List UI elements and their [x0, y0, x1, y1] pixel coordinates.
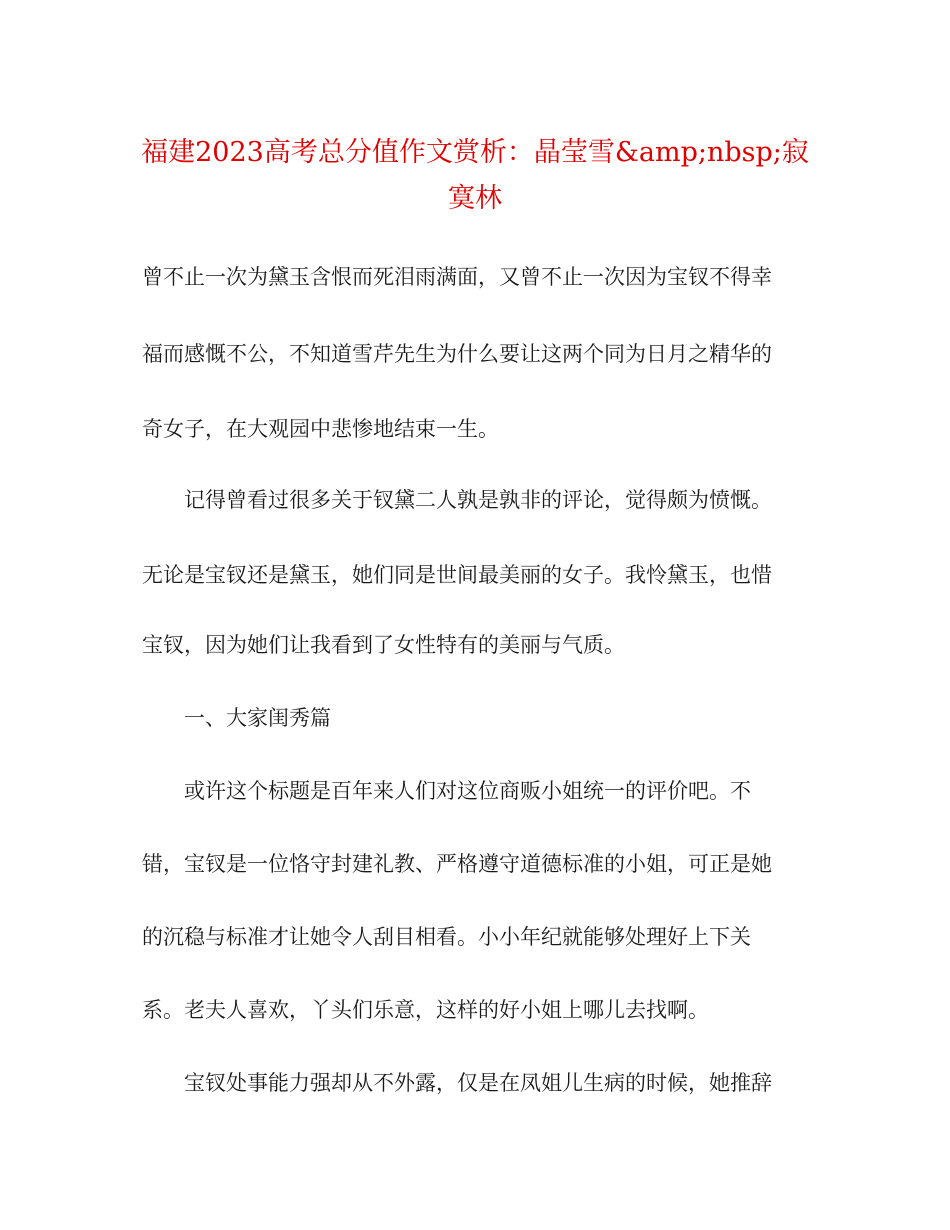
body-line-3: 奇女子，在大观园中悲惨地结束一生。	[142, 417, 499, 441]
body-line-12: 宝钗处事能力强却从不外露，仅是在凤姐儿生病的时候，她推辞	[142, 1071, 772, 1095]
body-line-4: 记得曾看过很多关于钗黛二人孰是孰非的评论，觉得颇为愤慨。	[142, 488, 772, 512]
body-line-10: 的沉稳与标准才让她令人刮目相看。小小年纪就能够处理好上下关	[142, 925, 751, 949]
body-line-8: 或许这个标题是百年来人们对这位商贩小姐统一的评价吧。不	[142, 779, 751, 803]
body-line-9: 错，宝钗是一位恪守封建礼教、严格遵守道德标准的小姐，可正是她	[142, 852, 772, 876]
body-line-6: 宝钗，因为她们让我看到了女性特有的美丽与气质。	[142, 633, 625, 657]
body-line-5: 无论是宝钗还是黛玉，她们同是世间最美丽的女子。我怜黛玉，也惜	[142, 563, 772, 587]
body-line-2: 福而感慨不公，不知道雪芹先生为什么要让这两个同为日月之精华的	[142, 342, 772, 366]
section-heading: 一、大家闺秀篇	[142, 706, 331, 730]
body-line-1: 曾不止一次为黛玉含恨而死泪雨满面，又曾不止一次因为宝钗不得幸	[142, 265, 772, 289]
body-line-11: 系。老夫人喜欢，丫头们乐意，这样的好小姐上哪儿去找啊。	[142, 998, 709, 1022]
document-title: 福建2023高考总分值作文赏析：晶莹雪&amp;nbsp;寂寞林	[141, 137, 809, 214]
